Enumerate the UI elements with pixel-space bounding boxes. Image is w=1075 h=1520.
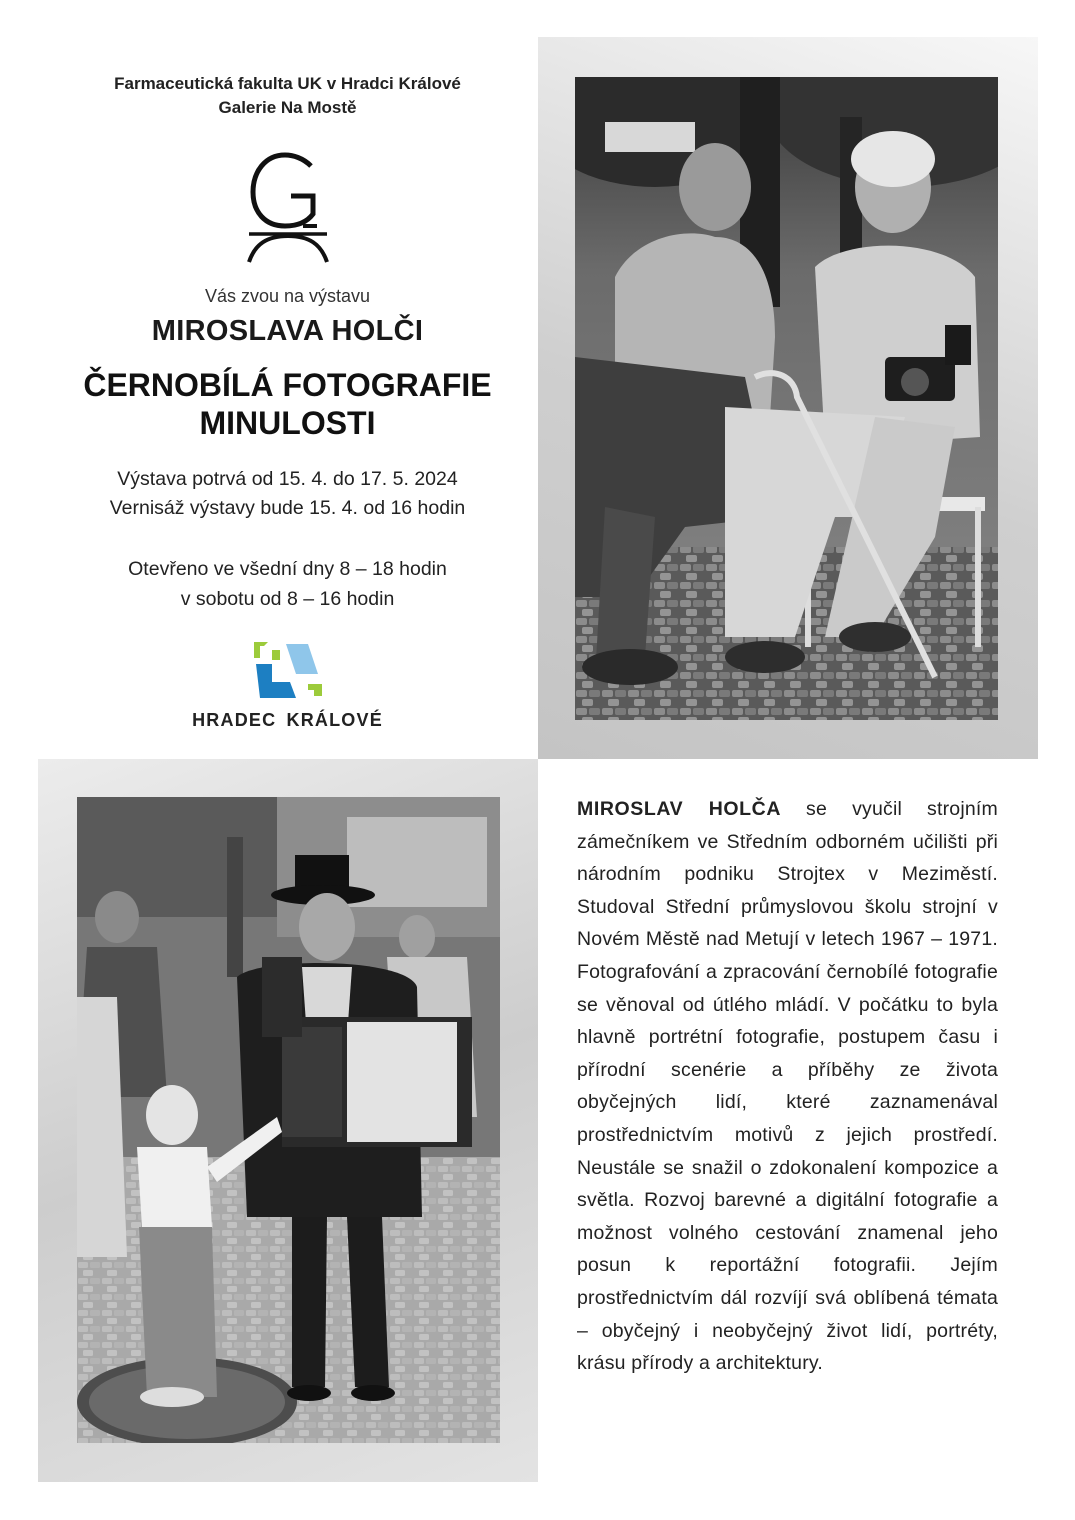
- exhibition-dates: [40, 465, 535, 523]
- exhibition-title: [40, 366, 535, 442]
- opening-hours: [40, 554, 535, 614]
- opening-hours-weekdays: Otevřeno ve všední dny 8 – 18 hodin: [128, 558, 447, 580]
- exhibition-title-line-2: MINULOSTI: [199, 405, 376, 441]
- vernissage-date: Vernisáž výstavy bude 15. 4. od 16 hodin: [109, 497, 466, 519]
- biography-text: se vyučil strojním zámečníkem ve Středním odborném učilišti při národním podniku Strojtex v Meziměstí. Studoval Střední průmyslovou školu strojní v Novém Městě nad Metují v letech 1967 – 1971. Fotografování a zpracování černobílé fotografie se věnoval od útlého mládí. V počátku to byla hlavně portrétní fotografie, postupem času i přírodní scenérie a příběhy ze života obyčejných lidí, které zaznamenával prostřednictvím motivů z jejich prostředí. Neustále se snažil o zdokonalení kompozice a světla. Rozvoj barevné a digitální fotografie a možnost volného cestování znamenal jeho posun k reportážní fotografii. Jejím prostřednictvím dál rozvíjí svá oblíbená témata – obyčejný i neobyčejný život lidí, portréty, krásu přírody a architektury.: [577, 798, 998, 1375]
- photo-accordion-player: [77, 797, 500, 1443]
- photo-two-men-on-bench: [575, 77, 998, 720]
- organizer-gallery: Galerie Na Mostě: [218, 98, 357, 117]
- exhibition-title-line-1: ČERNOBÍLÁ FOTOGRAFIE: [83, 367, 492, 403]
- invitation-text: Vás zvou na výstavu: [204, 286, 371, 306]
- gallery-g-logo: [245, 152, 331, 264]
- biography-artist-name: MIROSLAV HOLČA: [577, 798, 782, 820]
- opening-hours-saturday: v sobotu od 8 – 16 hodin: [180, 588, 395, 610]
- exhibition-duration: Výstava potrvá od 15. 4. do 17. 5. 2024: [117, 468, 458, 490]
- hradec-kralove-logo-text: HRADEC KRÁLOVÉ: [192, 710, 383, 730]
- artist-name: MIROSLAVA HOLČI: [151, 315, 424, 347]
- artist-biography: [577, 793, 998, 1380]
- hradec-kralove-logo-icon: [250, 636, 328, 702]
- organizer-faculty: Farmaceutická fakulta UK v Hradci Králové: [114, 74, 461, 93]
- organizer-block: [60, 72, 515, 120]
